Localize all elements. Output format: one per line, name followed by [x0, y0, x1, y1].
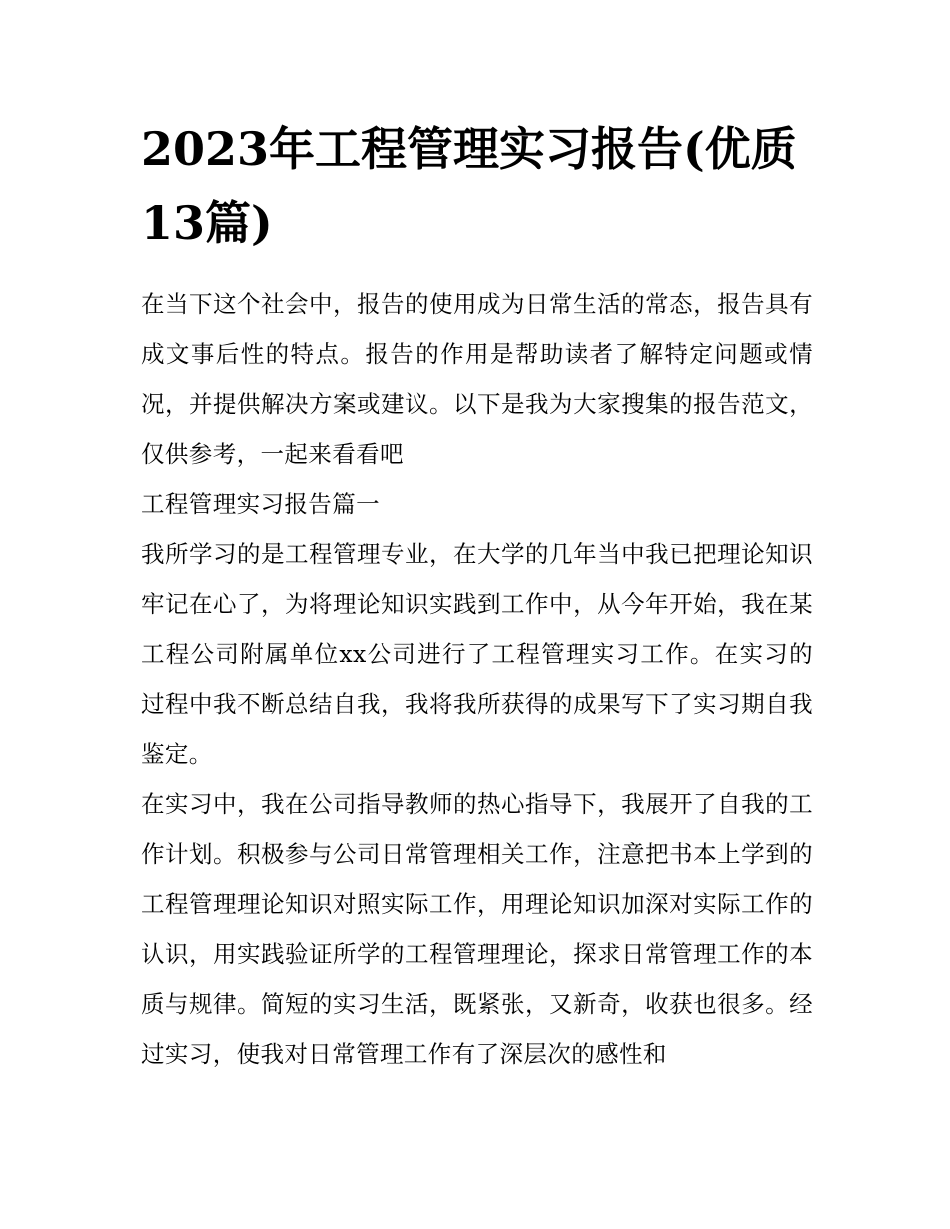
intro-paragraph: 在当下这个社会中，报告的使用成为日常生活的常态，报告具有成文事后性的特点。报告的作用是帮助读者了解特定问题或情况，并提供解决方案或建议。以下是我为大家搜集的报告范文，仅供参考，一起来看看吧 [141, 290, 813, 468]
body-paragraph-2: 在实习中，我在公司指导教师的热心指导下，我展开了自我的工作计划。积极参与公司日常管理相关工作，注意把书本上学到的工程管理理论知识对照实际工作，用理论知识加深对实际工作的认识，用实践验证所学的工程管理理论，探求日常管理工作的本质与规律。简短的实习生活，既紧张，又新奇，收获也很多。经过实习，使我对日常管理工作有了深层次的感性和 [141, 790, 813, 1068]
body-paragraph-1: 我所学习的是工程管理专业，在大学的几年当中我已把理论知识牢记在心了，为将理论知识实践到工作中，从今年开始，我在某工程公司附属单位xx公司进行了工程管理实习工作。在实习的过程中我不断总结自我，我将我所获得的成果写下了实习期自我鉴定。 [141, 540, 813, 768]
section-heading: 工程管理实习报告篇一 [141, 490, 380, 518]
document-page [141, 112, 813, 1079]
document-title: 2023年工程管理实习报告(优质13篇) [141, 122, 797, 250]
